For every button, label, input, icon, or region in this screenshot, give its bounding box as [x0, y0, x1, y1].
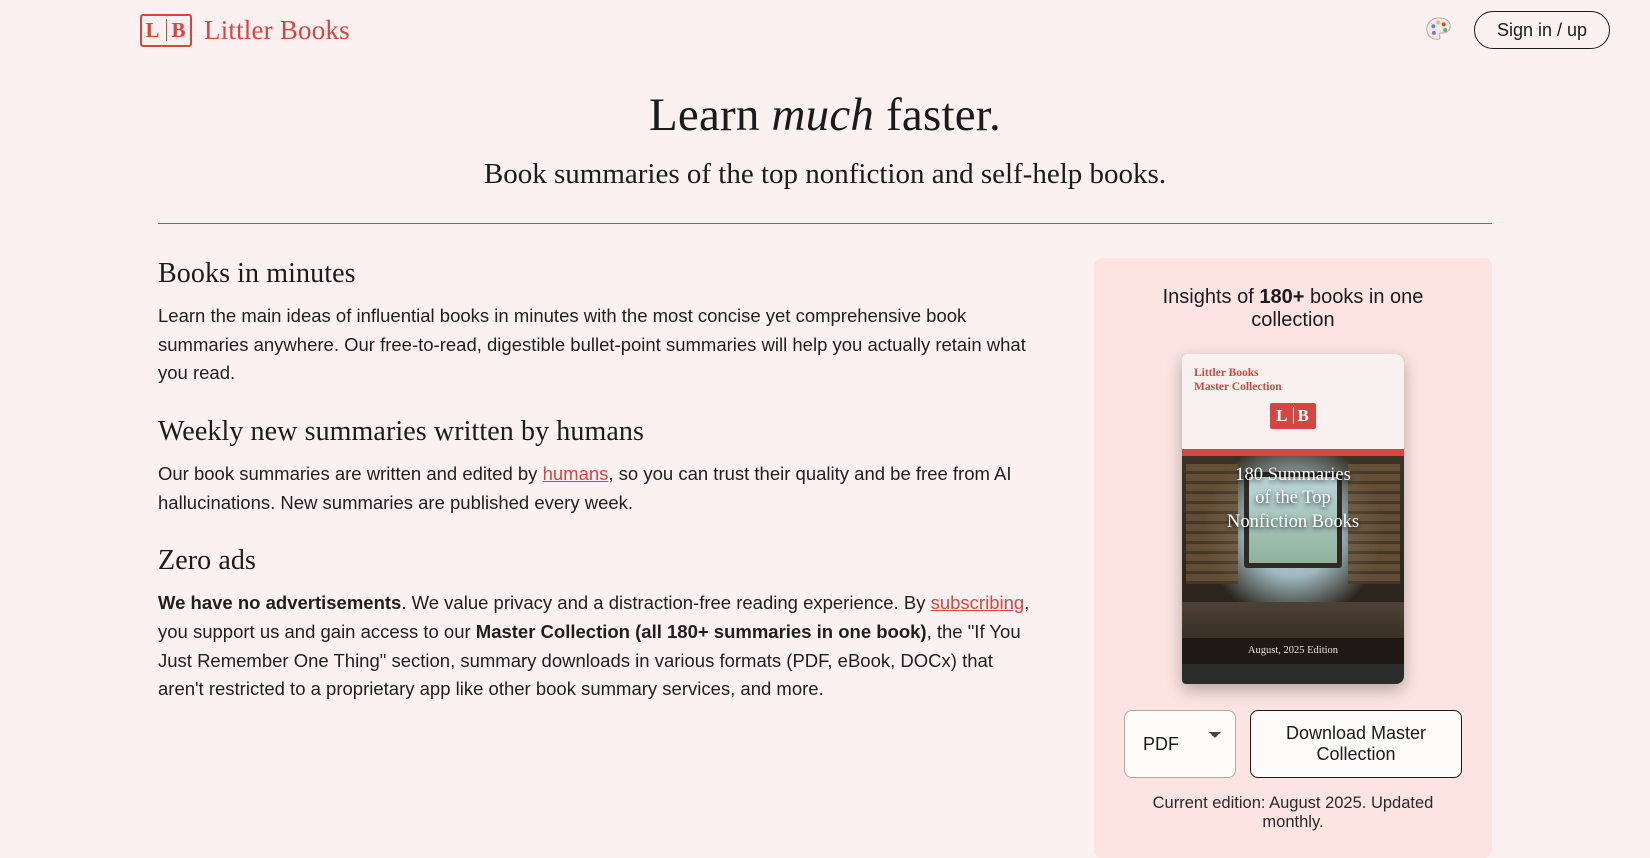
- feature-body: [158, 460, 1038, 517]
- book-title-line-3: Nonfiction Books: [1226, 512, 1360, 533]
- title-part-1: Learn: [648, 89, 772, 141]
- book-edition-label: August, 2025 Edition: [1182, 638, 1404, 664]
- sign-in-up-button[interactable]: Sign in / up: [1474, 11, 1610, 49]
- page-title: [0, 88, 1650, 142]
- book-cover-header: [1182, 354, 1404, 449]
- feature-body: [158, 589, 1038, 704]
- master-collection-card: [1094, 258, 1492, 858]
- main-content: [0, 224, 1650, 858]
- zero-ads-text-3: , the "If You Just Remember One Thing" section, summary downloads in various formats (PDF, eBook, DOCx) that aren't restricted to a proprietary app like other book summary services, and more.: [158, 621, 1021, 700]
- master-collection-bold: Master Collection (all 180+ summaries in one book): [475, 621, 927, 643]
- book-cover-image[interactable]: [1182, 354, 1404, 684]
- feature-text-post: , so you can trust their quality and be free from AI hallucinations. New summaries are published every week.: [158, 463, 1012, 513]
- promo-title-pre: Insights of: [1162, 286, 1260, 308]
- feature-books-in-minutes: [158, 258, 1038, 388]
- feature-heading: Weekly new summaries written by humans: [158, 416, 644, 448]
- brand-logo-link[interactable]: [140, 14, 350, 47]
- book-logo-icon: [1270, 403, 1316, 429]
- promo-title: [1124, 286, 1462, 332]
- header-actions: [1424, 11, 1610, 49]
- book-cover-accent-bar: [1182, 449, 1404, 456]
- book-brand-line-1: Littler Books: [1194, 367, 1259, 379]
- page-subtitle: Book summaries of the top nonfiction and self-help books.: [483, 158, 1167, 190]
- download-master-collection-button[interactable]: Download Master Collection: [1250, 710, 1462, 778]
- littler-books-logo-icon: [140, 14, 192, 47]
- zero-ads-text-2: , you support us and gain access to our: [158, 592, 1030, 643]
- subscribing-link[interactable]: subscribing: [930, 592, 1025, 614]
- book-title-line-2: of the Top: [1255, 488, 1331, 509]
- download-controls: [1124, 710, 1462, 778]
- feature-body: Learn the main ideas of influential books in minutes with the most concise yet comprehensive book summaries anywhere. Our free-to-read, digestible bullet-point summaries will help you actually retain what you read.: [158, 305, 1026, 384]
- promo-count: 180+: [1259, 286, 1305, 308]
- feature-zero-ads: [158, 545, 1038, 704]
- book-title-line-1: 180 Summaries: [1235, 464, 1351, 485]
- edition-note: Current edition: August 2025. Updated monthly.: [1152, 794, 1434, 831]
- feature-text-pre: Our book summaries are written and edited by: [158, 463, 543, 485]
- book-cover-title: [1182, 464, 1404, 535]
- book-cover-photo: [1182, 456, 1404, 664]
- logo-letter-l: L: [145, 17, 161, 42]
- humans-link[interactable]: humans: [542, 463, 609, 485]
- promo-column: [1094, 258, 1492, 858]
- features-column: [158, 258, 1038, 704]
- site-header: [0, 0, 1650, 60]
- feature-heading: Books in minutes: [158, 258, 356, 289]
- promo-title-post: books in one collection: [1251, 286, 1424, 331]
- book-logo-b: B: [1297, 405, 1310, 425]
- no-ads-bold: We have no advertisements: [158, 592, 402, 614]
- book-logo-l: L: [1276, 405, 1289, 425]
- brand-name: Littler Books: [204, 14, 350, 45]
- book-brand-line-2: Master Collection: [1194, 381, 1282, 394]
- feature-heading: Zero ads: [158, 545, 256, 577]
- title-part-2: faster.: [874, 89, 1002, 141]
- hero-section: [0, 60, 1650, 191]
- palette-icon[interactable]: [1424, 15, 1454, 45]
- feature-weekly-summaries: [158, 416, 1038, 517]
- format-select[interactable]: [1124, 710, 1236, 778]
- title-emphasis: much: [771, 89, 875, 141]
- logo-letter-b: B: [171, 17, 187, 42]
- zero-ads-text-1: . We value privacy and a distraction-free reading experience. By: [401, 592, 931, 614]
